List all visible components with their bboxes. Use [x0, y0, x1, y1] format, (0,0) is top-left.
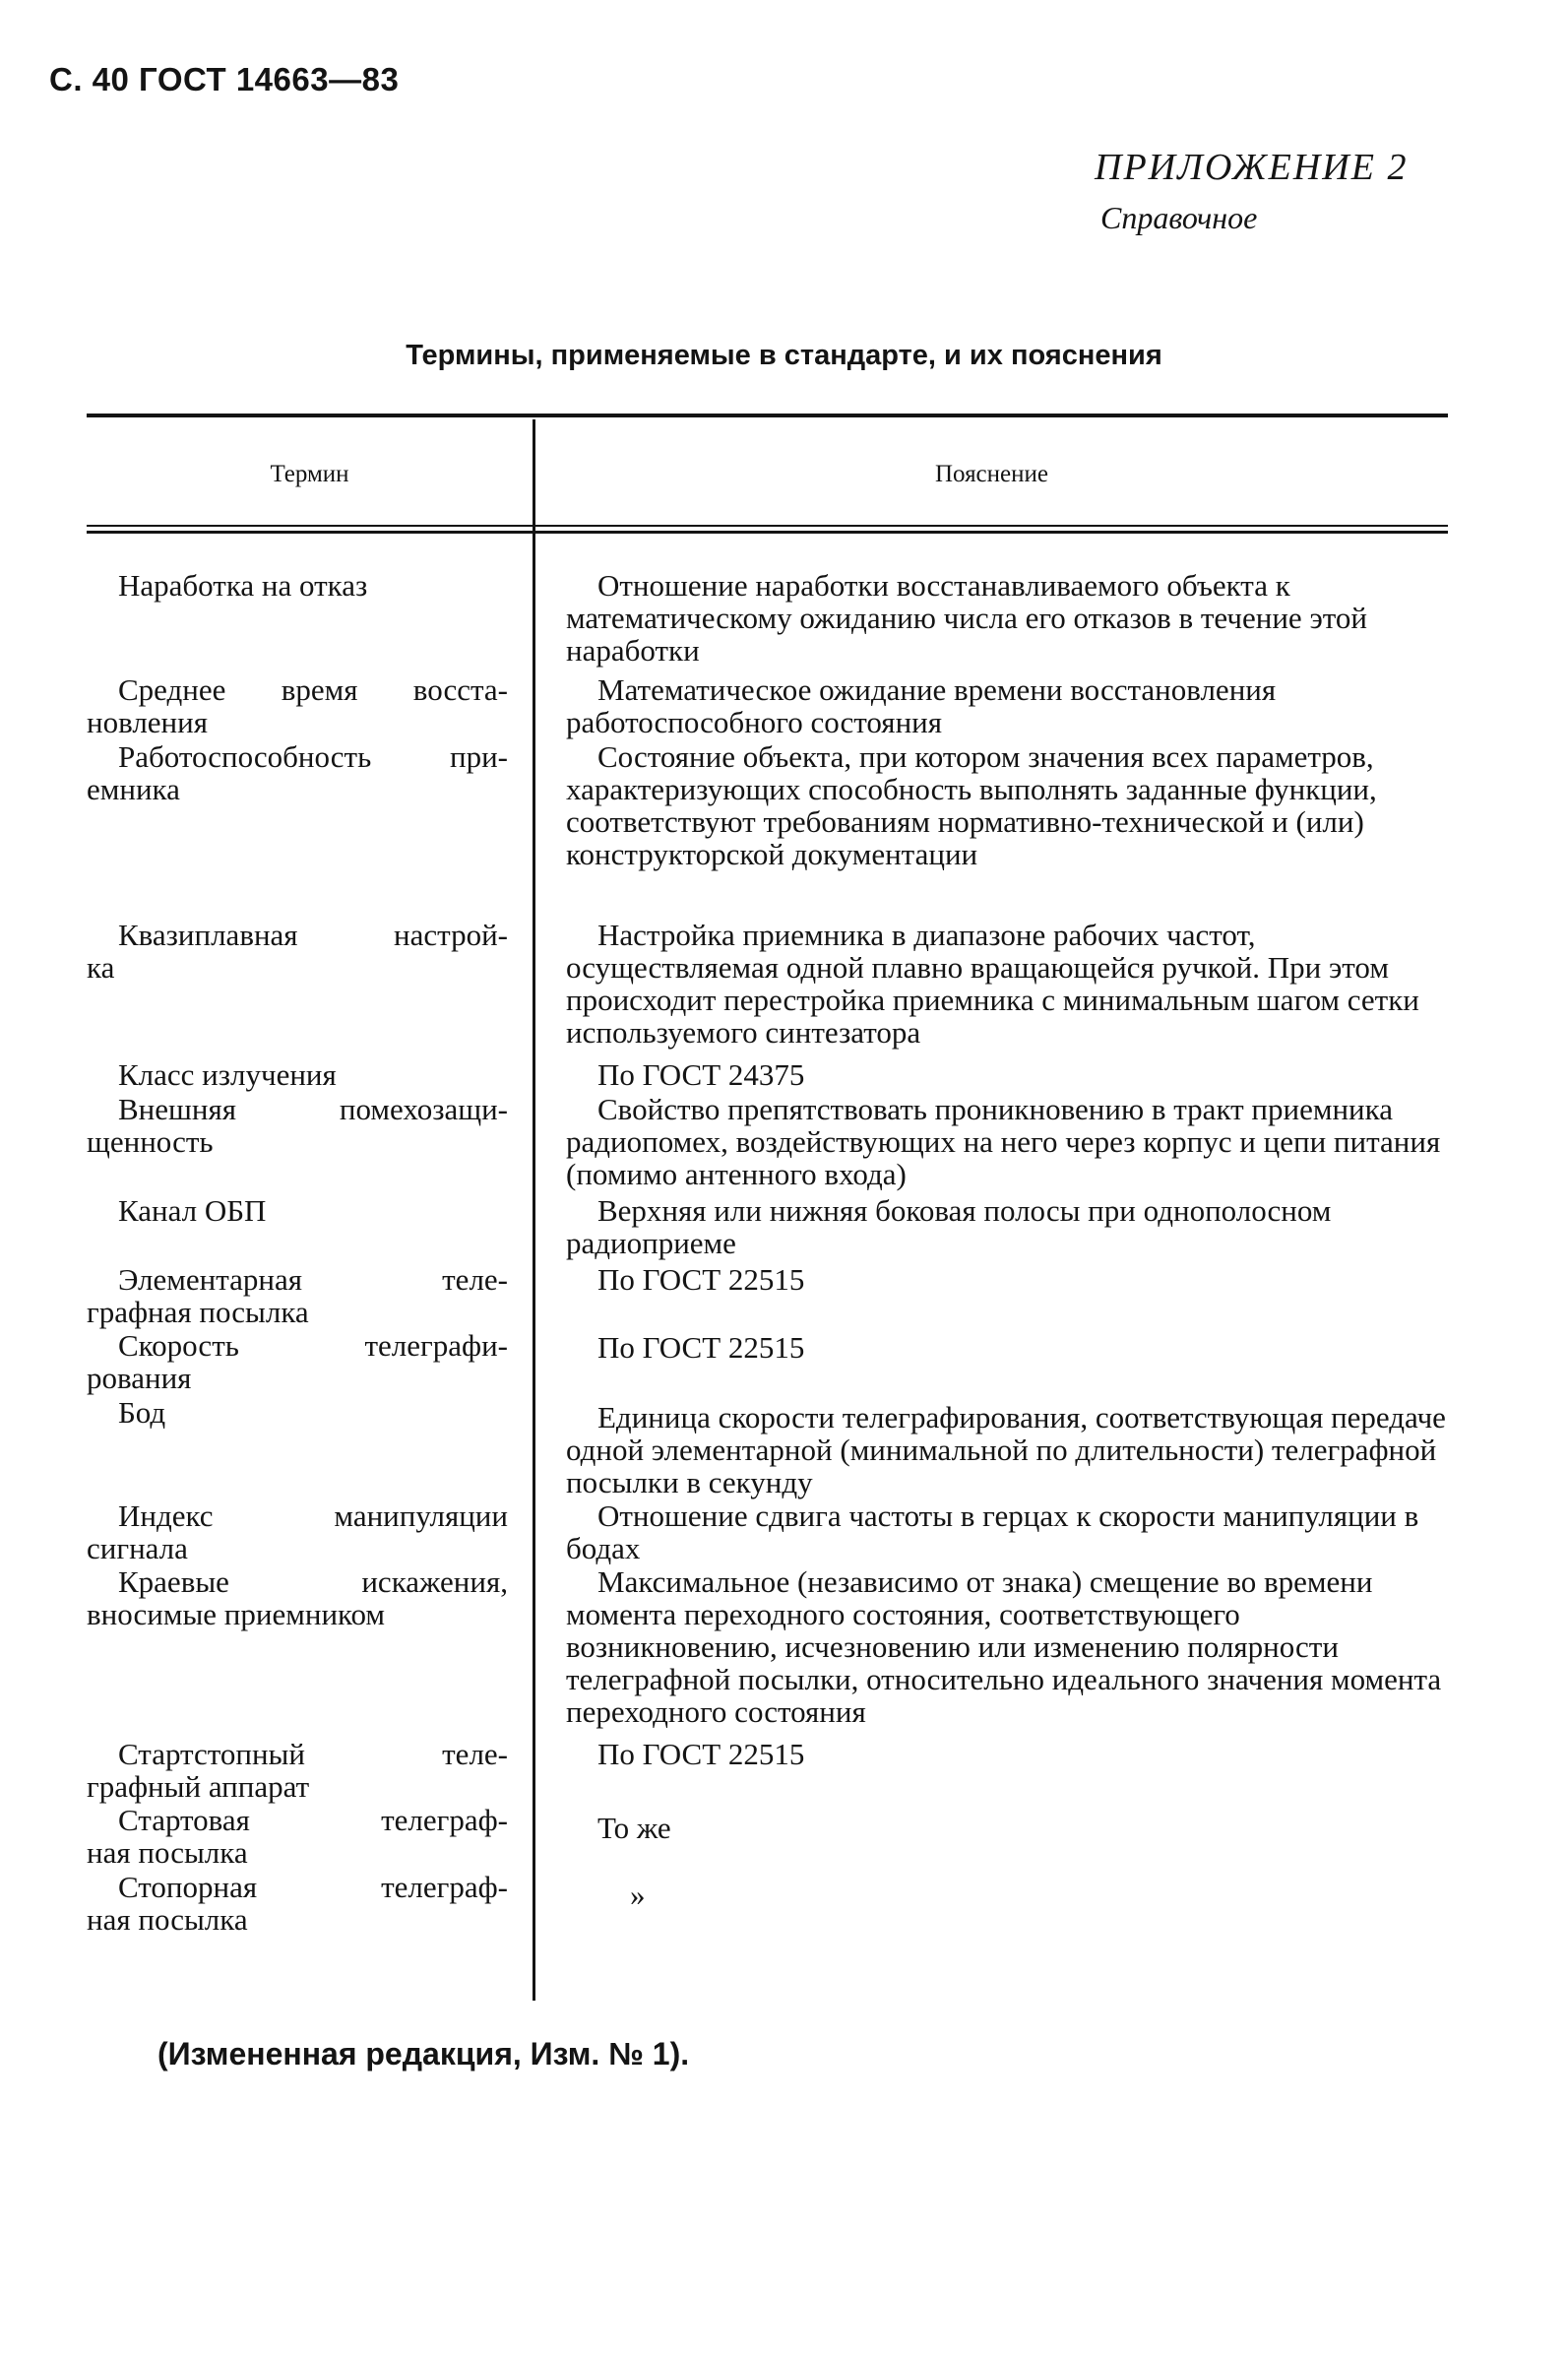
table-row-term: Внешняя помехозащи-	[118, 1092, 508, 1126]
table-row-term: Класс излучения	[118, 1057, 337, 1092]
table-row-term: Среднее время восста-	[118, 672, 508, 707]
table-row-term: Стартстопный теле-	[118, 1737, 508, 1771]
table-row-term: Наработка на отказ	[118, 568, 368, 603]
table-row-term-cont: новления	[87, 705, 208, 739]
table-row-explanation: Верхняя или нижняя боковая полосы при однополосном радиоприеме	[566, 1193, 1332, 1260]
table-row-term-cont: ная посылка	[87, 1835, 248, 1870]
table-row-explanation: То же	[597, 1811, 671, 1845]
table-row-explanation: Отношение сдвига частоты в герцах к скорости манипуляции в бодах	[566, 1498, 1419, 1565]
header-rule-1	[87, 525, 1448, 527]
table-row-explanation: Отношение наработки восстанавливаемого объекта к математическому ожиданию числа его отказов в течение этой наработки	[566, 568, 1367, 668]
table-row-explanation: По ГОСТ 24375	[597, 1057, 805, 1092]
table-row-explanation: Свойство препятствовать проникновению в тракт приемника радиопомех, воздействующих на него через корпус и цепи питания (помимо антенного входа)	[566, 1092, 1441, 1191]
amendment-note: (Измененная редакция, Изм. № 1).	[157, 2036, 690, 2071]
table-row-term: Работоспособность при-	[118, 739, 508, 774]
column-header-explanation: Пояснение	[934, 461, 1048, 487]
table-row-term: Канал ОБП	[118, 1193, 267, 1228]
table-row-explanation: »	[630, 1878, 646, 1912]
table-row-term: Краевые искажения,	[118, 1564, 508, 1599]
table-row-term: Квазиплавная настрой-	[118, 918, 508, 952]
table-row-term: Индекс манипуляции	[118, 1498, 508, 1533]
table-row-term: Стопорная телеграф-	[118, 1870, 508, 1904]
table-row-explanation: По ГОСТ 22515	[597, 1262, 805, 1297]
table-row-term: Скорость телеграфи-	[118, 1328, 508, 1363]
appendix-label: ПРИЛОЖЕНИЕ 2	[1095, 147, 1409, 188]
table-row-term: Стартовая телеграф-	[118, 1803, 508, 1837]
appendix-type: Справочное	[1100, 200, 1258, 235]
table-row-explanation: Состояние объекта, при котором значения всех параметров, характеризующих способность выполнять заданные функции, соответствуют требованиям нормативно-технической и (или) конструкторской документации	[566, 739, 1377, 871]
table-row-explanation: Настройка приемника в диапазоне рабочих частот, осуществляемая одной плавно вращающейся ручкой. При этом происходит перестройка приемника с минимальным шагом сетки используемого синтезатора	[566, 918, 1419, 1050]
table-row-term-cont: графная посылка	[87, 1295, 309, 1329]
table-row-explanation: По ГОСТ 22515	[597, 1330, 805, 1365]
table-row-term-cont: ная посылка	[87, 1902, 248, 1937]
table-row-term-cont: щенность	[87, 1124, 214, 1159]
table-row-term: Бод	[118, 1395, 166, 1430]
document-title: Термины, применяемые в стандарте, и их пояснения	[406, 340, 1162, 371]
table-row-term-cont: сигнала	[87, 1531, 188, 1565]
column-header-term: Термин	[270, 461, 349, 487]
page-reference: С. 40 ГОСТ 14663—83	[49, 61, 400, 97]
table-row-term-cont: рования	[87, 1361, 192, 1395]
table-row-explanation: Максимальное (независимо от знака) смещение во времени момента переходного состояния, соответствующего возникновению, исчезновению или изменению полярности телеграфной посылки, относительно идеального значения момента переходного состояния	[566, 1564, 1442, 1729]
table-row-term: Элементарная теле-	[118, 1262, 508, 1297]
table-row-explanation: Единица скорости телеграфирования, соответствующая передаче одной элементарной (минимальной по длительности) телеграфной посылки в секунду	[566, 1400, 1446, 1499]
table-row-term-cont: графный аппарат	[87, 1769, 310, 1804]
table-top-rule	[87, 414, 1448, 417]
table-row-term-cont: вносимые приемником	[87, 1597, 386, 1631]
table-row-term-cont: ка	[87, 950, 115, 985]
table-row-explanation: Математическое ожидание времени восстановления работоспособного состояния	[566, 672, 1277, 739]
header-rule-2	[87, 531, 1448, 534]
column-divider	[533, 419, 535, 2001]
table-row-term-cont: емника	[87, 772, 180, 806]
table-row-explanation: По ГОСТ 22515	[597, 1737, 805, 1771]
